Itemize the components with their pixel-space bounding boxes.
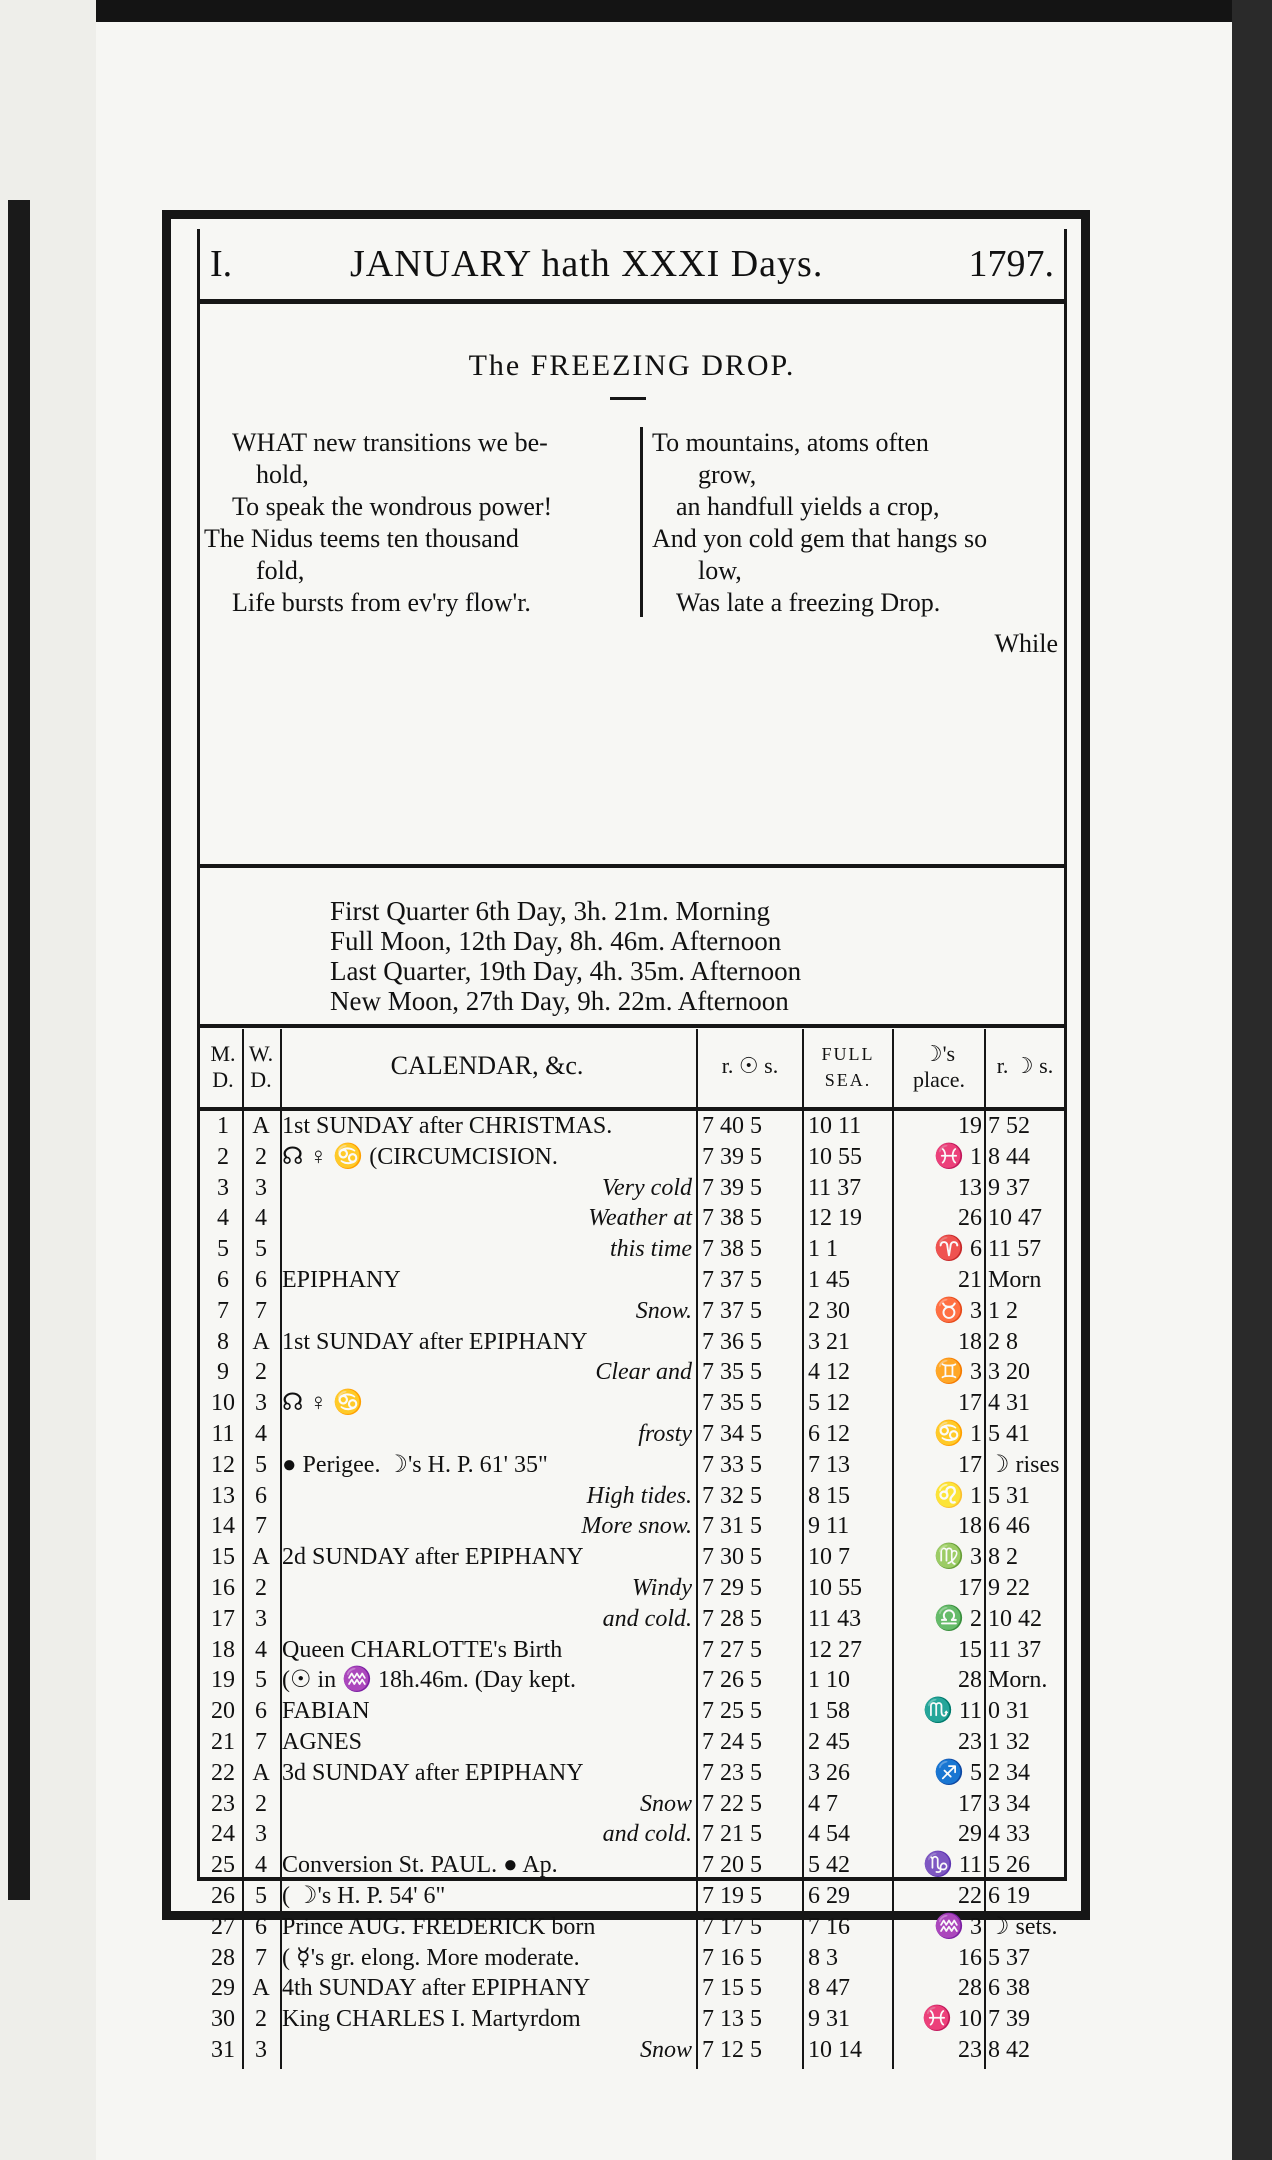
cell-moon-rise-set: 1 2	[988, 1297, 1018, 1324]
cell-sun-rise-set: 7 21 5	[702, 1821, 762, 1848]
table-row	[200, 1142, 1064, 1172]
header-moon-rise-set: r. ☽ s.	[996, 1053, 1054, 1078]
cell-week-day: 6	[255, 1913, 267, 1940]
cell-moon-rise-set: 8 44	[988, 1143, 1030, 1170]
cell-full-sea: 11 43	[808, 1605, 862, 1632]
cell-moon-place: 18	[958, 1328, 982, 1355]
cell-sun-rise-set: 7 40 5	[702, 1113, 762, 1139]
cell-moon-place: ♈ 6	[934, 1236, 982, 1263]
cell-sun-rise-set: 7 29 5	[702, 1575, 762, 1601]
poem-line: an handfull yields a crop,	[676, 492, 940, 521]
cell-full-sea: 4 12	[808, 1359, 850, 1386]
cell-moon-rise-set: 8 42	[988, 2037, 1030, 2063]
cell-moon-rise-set: 3 34	[988, 1790, 1030, 1817]
cell-moon-place: ♓ 1	[934, 1143, 982, 1170]
cell-moon-rise-set: ☽ sets.	[988, 1913, 1058, 1940]
cell-moon-place: 26	[958, 1205, 982, 1232]
cell-month-day: 23	[211, 1790, 235, 1817]
table-row	[200, 1758, 1064, 1788]
cell-month-day: 22	[211, 1759, 235, 1786]
table-row	[200, 1388, 1064, 1418]
cell-sun-rise-set: 7 12 5	[702, 2037, 762, 2063]
moon-phase: Last Quarter, 19th Day, 4h. 35m. Afternoon	[330, 956, 802, 986]
cell-moon-place: ♊ 3	[934, 1359, 982, 1386]
calendar-inner	[197, 229, 1067, 2063]
cell-month-day: 17	[211, 1605, 235, 1632]
header-sun: r. ☉ s.	[721, 1053, 779, 1078]
cell-week-day: 3	[255, 1821, 267, 1848]
table-row	[200, 1296, 1064, 1326]
cell-calendar: Prince AUG. FREDERICK born	[282, 1913, 596, 1940]
cell-full-sea: 11 37	[808, 1174, 862, 1201]
cell-moon-rise-set: 8 2	[988, 1544, 1018, 1571]
cell-moon-place: 17	[958, 1790, 982, 1817]
cell-week-day: 2	[255, 1143, 267, 1170]
table-row	[200, 1265, 1064, 1295]
cell-moon-rise-set: 10 47	[988, 1205, 1042, 1232]
cell-calendar: 4th SUNDAY after EPIPHANY	[282, 1975, 591, 2002]
cell-month-day: 4	[217, 1205, 229, 1232]
cell-calendar: and cold.	[602, 1821, 692, 1848]
cell-month-day: 11	[211, 1421, 235, 1447]
cell-calendar: 2d SUNDAY after EPIPHANY	[282, 1544, 584, 1571]
cell-sun-rise-set: 7 30 5	[702, 1544, 762, 1571]
cell-full-sea: 5 42	[808, 1852, 850, 1879]
table-row	[200, 1327, 1064, 1357]
cell-moon-place: 13	[958, 1174, 982, 1201]
cell-month-day: 5	[217, 1236, 229, 1263]
cell-moon-rise-set: 11 37	[988, 1636, 1042, 1663]
cell-full-sea: 6 12	[808, 1421, 850, 1447]
cell-month-day: 12	[211, 1451, 235, 1478]
cell-week-day: 5	[255, 1236, 267, 1263]
cell-moon-place: 16	[958, 1944, 982, 1971]
header-full-sea: FULL SEA.	[821, 1044, 875, 1090]
cell-full-sea: 6 29	[808, 1883, 850, 1909]
cell-full-sea: 3 21	[808, 1328, 850, 1355]
cell-week-day: 4	[255, 1205, 267, 1232]
cell-full-sea: 7 13	[808, 1451, 850, 1478]
cell-calendar: (☉ in ♒ 18h.46m. (Day kept.	[282, 1667, 577, 1694]
cell-moon-rise-set: 9 22	[988, 1575, 1030, 1601]
cell-week-day: 5	[255, 1883, 267, 1909]
cell-moon-place: 17	[958, 1575, 982, 1601]
cell-moon-rise-set: 2 34	[988, 1759, 1030, 1786]
cell-moon-place: ♒ 3	[934, 1913, 982, 1940]
catchword: While	[994, 629, 1058, 658]
cell-calendar: More snow.	[581, 1513, 692, 1540]
cell-calendar: this time	[610, 1236, 692, 1263]
cell-moon-place: ♍ 3	[934, 1544, 982, 1571]
cell-week-day: 4	[255, 1852, 267, 1879]
cell-week-day: 2	[255, 1790, 267, 1817]
cell-month-day: 8	[217, 1328, 229, 1355]
calendar-frame	[162, 210, 1090, 2063]
cell-sun-rise-set: 7 38 5	[702, 1236, 762, 1263]
cell-moon-rise-set: 4 31	[988, 1390, 1030, 1417]
cell-full-sea: 8 3	[808, 1944, 838, 1971]
table-row	[200, 1357, 1064, 1387]
cell-moon-rise-set: ☽ rises	[988, 1451, 1060, 1478]
cell-calendar: ( ☿'s gr. elong. More moderate.	[282, 1944, 580, 1971]
table-row	[200, 1819, 1064, 1849]
cell-month-day: 18	[211, 1636, 235, 1663]
cell-month-day: 29	[211, 1975, 235, 2002]
cell-sun-rise-set: 7 38 5	[702, 1205, 762, 1232]
cell-sun-rise-set: 7 17 5	[702, 1913, 762, 1940]
cell-calendar: Queen CHARLOTTE's Birth	[282, 1636, 563, 1663]
cell-calendar: EPIPHANY	[282, 1267, 401, 1293]
poem-title: The FREEZING DROP.	[468, 349, 796, 382]
poem-line: grow,	[698, 460, 757, 489]
cell-week-day: 4	[255, 1636, 267, 1663]
cell-sun-rise-set: 7 13 5	[702, 2006, 762, 2033]
cell-moon-rise-set: 2 8	[988, 1328, 1018, 1355]
cell-week-day: 5	[255, 1451, 267, 1478]
cell-sun-rise-set: 7 16 5	[702, 1944, 762, 1971]
cell-calendar: ( ☽'s H. P. 54' 6"	[282, 1883, 446, 1909]
cell-moon-rise-set: 9 37	[988, 1174, 1030, 1201]
cell-sun-rise-set: 7 32 5	[702, 1482, 762, 1509]
cell-moon-place: 21	[958, 1267, 982, 1293]
table-row	[200, 1727, 1064, 1757]
cell-sun-rise-set: 7 35 5	[702, 1390, 762, 1417]
cell-moon-rise-set: 5 41	[988, 1421, 1030, 1447]
table-row	[200, 1635, 1064, 1665]
month-title: JANUARY hath XXXI Days.	[350, 243, 824, 285]
cell-full-sea: 4 54	[808, 1821, 850, 1848]
cell-full-sea: 10 11	[808, 1113, 862, 1139]
cell-month-day: 15	[211, 1544, 235, 1571]
table-row	[200, 1481, 1064, 1511]
cell-moon-rise-set: 10 42	[988, 1605, 1042, 1632]
cell-week-day: 3	[255, 2037, 267, 2063]
cell-week-day: 7	[255, 1513, 267, 1540]
table-row	[200, 1604, 1064, 1634]
cell-month-day: 10	[211, 1390, 235, 1417]
cell-week-day: 2	[255, 1359, 267, 1386]
cell-month-day: 30	[211, 2006, 235, 2033]
table-row	[200, 1696, 1064, 1726]
table-row	[200, 1511, 1064, 1541]
cell-week-day: A	[252, 1328, 270, 1355]
cell-calendar: Snow	[639, 1790, 692, 1817]
cell-sun-rise-set: 7 37 5	[702, 1297, 762, 1324]
cell-month-day: 7	[217, 1297, 229, 1324]
cell-month-day: 14	[211, 1513, 235, 1540]
poem-line: And yon cold gem that hangs so	[652, 524, 988, 553]
cell-full-sea: 1 1	[808, 1236, 838, 1263]
cell-calendar: ● Perigee. ☽'s H. P. 61' 35"	[282, 1451, 548, 1478]
cell-moon-place: 23	[958, 2037, 982, 2063]
cell-full-sea: 3 26	[808, 1759, 850, 1786]
cell-moon-place: 17	[958, 1390, 982, 1417]
cell-calendar: Conversion St. PAUL. ● Ap.	[282, 1852, 558, 1879]
cell-sun-rise-set: 7 28 5	[702, 1605, 762, 1632]
cell-month-day: 2	[217, 1143, 229, 1170]
cell-full-sea: 7 16	[808, 1913, 850, 1940]
cell-moon-place: 19	[958, 1113, 982, 1139]
cell-full-sea: 12 27	[808, 1636, 862, 1663]
cell-week-day: 2	[255, 2006, 267, 2033]
table-header	[200, 1029, 1064, 1111]
cell-full-sea: 1 45	[808, 1267, 850, 1293]
cell-calendar: 1st SUNDAY after CHRISTMAS.	[282, 1113, 613, 1139]
cell-sun-rise-set: 7 35 5	[702, 1359, 762, 1386]
cell-moon-place: ♋ 1	[934, 1421, 982, 1447]
cell-full-sea: 2 45	[808, 1729, 850, 1755]
table-row	[200, 1881, 1064, 1911]
cell-moon-place: 29	[958, 1821, 982, 1848]
cell-moon-place: ♑ 11	[923, 1852, 982, 1879]
cell-week-day: 4	[255, 1421, 267, 1447]
cell-full-sea: 10 55	[808, 1575, 862, 1601]
cell-moon-rise-set: 1 32	[988, 1729, 1030, 1755]
cell-month-day: 6	[217, 1267, 229, 1293]
cell-full-sea: 1 58	[808, 1698, 850, 1725]
poem-line: Life bursts from ev'ry flow'r.	[232, 588, 531, 617]
cell-sun-rise-set: 7 19 5	[702, 1883, 762, 1909]
table-row	[200, 1450, 1064, 1480]
cell-month-day: 3	[217, 1174, 229, 1201]
moon-phase: First Quarter 6th Day, 3h. 21m. Morning	[330, 896, 770, 926]
cell-calendar: FABIAN	[282, 1698, 370, 1725]
cell-sun-rise-set: 7 26 5	[702, 1667, 762, 1694]
poem-title-dash	[610, 397, 646, 400]
cell-sun-rise-set: 7 39 5	[702, 1143, 762, 1170]
cell-moon-place: 18	[958, 1513, 982, 1540]
cell-moon-rise-set: 3 20	[988, 1359, 1030, 1386]
cell-full-sea: 9 31	[808, 2006, 850, 2033]
table-row	[200, 1234, 1064, 1264]
cell-calendar: High tides.	[586, 1482, 692, 1509]
moon-phases	[200, 874, 1064, 1028]
cell-month-day: 24	[211, 1821, 235, 1848]
cell-month-day: 19	[211, 1667, 235, 1694]
header-moon-place: ☽'s place.	[913, 1041, 965, 1092]
cell-calendar: Snow.	[635, 1297, 692, 1324]
cell-sun-rise-set: 7 24 5	[702, 1729, 762, 1755]
cell-moon-place: ♉ 3	[934, 1297, 982, 1324]
cell-week-day: 6	[255, 1482, 267, 1509]
cell-sun-rise-set: 7 25 5	[702, 1698, 762, 1725]
cell-moon-rise-set: 7 52	[988, 1113, 1030, 1139]
poem-line: The Nidus teems ten thousand	[204, 524, 519, 553]
table-row	[200, 1789, 1064, 1819]
cell-sun-rise-set: 7 27 5	[702, 1636, 762, 1663]
cell-moon-rise-set: 0 31	[988, 1698, 1030, 1725]
cell-moon-rise-set: 11 57	[988, 1236, 1042, 1263]
month-number: I.	[210, 243, 233, 285]
header-calendar: CALENDAR, &c.	[390, 1051, 584, 1080]
cell-week-day: A	[252, 1975, 270, 2002]
page-edge-shadow	[1232, 0, 1272, 2160]
cell-moon-rise-set: 4 33	[988, 1821, 1030, 1848]
cell-sun-rise-set: 7 39 5	[702, 1174, 762, 1201]
cell-sun-rise-set: 7 31 5	[702, 1513, 762, 1540]
cell-month-day: 16	[211, 1575, 235, 1601]
cell-full-sea: 5 12	[808, 1390, 850, 1417]
cell-moon-place: ♎ 2	[934, 1605, 982, 1632]
cell-full-sea: 10 55	[808, 1143, 862, 1170]
cell-sun-rise-set: 7 23 5	[702, 1759, 762, 1786]
cell-moon-place: 28	[958, 1667, 982, 1694]
cell-full-sea: 8 47	[808, 1975, 850, 2002]
cell-month-day: 1	[217, 1113, 229, 1139]
cell-calendar: ☊ ♀ ♋ (CIRCUMCISION.	[282, 1143, 558, 1170]
cell-moon-place: 28	[958, 1975, 982, 2002]
cell-week-day: 2	[255, 1575, 267, 1601]
cell-moon-place: 23	[958, 1729, 982, 1755]
poem-line: To mountains, atoms often	[652, 428, 929, 457]
cell-month-day: 26	[211, 1883, 235, 1909]
cell-moon-rise-set: 6 38	[988, 1975, 1030, 2002]
cell-full-sea: 4 7	[808, 1790, 838, 1817]
cell-week-day: 7	[255, 1944, 267, 1971]
cell-month-day: 31	[211, 2037, 235, 2063]
cell-calendar: 3d SUNDAY after EPIPHANY	[282, 1759, 584, 1786]
poem-line: WHAT new transitions we be-	[232, 428, 548, 457]
cell-week-day: 3	[255, 1390, 267, 1417]
cell-calendar: King CHARLES I. Martyrdom	[282, 2006, 581, 2033]
cell-full-sea: 8 15	[808, 1482, 850, 1509]
table-row	[200, 1665, 1064, 1695]
cell-week-day: 6	[255, 1267, 267, 1293]
poem	[200, 309, 1064, 868]
cell-full-sea: 10 7	[808, 1544, 850, 1571]
poem-column-rule	[640, 427, 643, 617]
table-row	[200, 1173, 1064, 1203]
table-row	[200, 1973, 1064, 2003]
cell-moon-rise-set: Morn.	[988, 1667, 1048, 1694]
table-row	[200, 2035, 1064, 2065]
cell-full-sea: 10 14	[808, 2037, 862, 2063]
cell-calendar: 1st SUNDAY after EPIPHANY	[282, 1328, 588, 1355]
cell-week-day: A	[252, 1113, 270, 1139]
table-row	[200, 1542, 1064, 1572]
table-row	[200, 1912, 1064, 1942]
cell-sun-rise-set: 7 33 5	[702, 1451, 762, 1478]
month-header	[200, 229, 1064, 304]
table-row	[200, 1111, 1064, 1141]
poem-line: To speak the wondrous power!	[232, 492, 553, 521]
cell-month-day: 13	[211, 1482, 235, 1509]
table-row	[200, 1850, 1064, 1880]
cell-week-day: 6	[255, 1698, 267, 1725]
poem-line: fold,	[256, 556, 305, 585]
cell-full-sea: 12 19	[808, 1205, 862, 1232]
header-month-day: M. D.	[210, 1041, 236, 1092]
cell-calendar: Windy	[632, 1575, 692, 1601]
cell-month-day: 28	[211, 1944, 235, 1971]
cell-sun-rise-set: 7 20 5	[702, 1852, 762, 1879]
cell-sun-rise-set: 7 37 5	[702, 1267, 762, 1293]
table-row	[200, 2004, 1064, 2034]
cell-moon-rise-set: Morn	[988, 1267, 1042, 1293]
cell-moon-place: 15	[958, 1636, 982, 1663]
poem-line: low,	[698, 556, 742, 585]
cell-month-day: 20	[211, 1698, 235, 1725]
cell-calendar: Clear and	[595, 1359, 692, 1386]
poem-line: Was late a freezing Drop.	[676, 588, 941, 617]
cell-full-sea: 2 30	[808, 1297, 850, 1324]
cell-moon-rise-set: 6 19	[988, 1883, 1030, 1909]
moon-phase: New Moon, 27th Day, 9h. 22m. Afternoon	[330, 986, 789, 1016]
facing-page-edge	[8, 200, 30, 1900]
cell-week-day: A	[252, 1759, 270, 1786]
cell-calendar: AGNES	[282, 1729, 363, 1755]
table-row	[200, 1203, 1064, 1233]
cell-calendar: and cold.	[602, 1605, 692, 1632]
cell-moon-rise-set: 6 46	[988, 1513, 1030, 1540]
cell-month-day: 25	[211, 1852, 235, 1879]
cell-week-day: 3	[255, 1605, 267, 1632]
cell-month-day: 9	[217, 1359, 229, 1386]
cell-calendar: Weather at	[588, 1205, 692, 1232]
cell-week-day: 5	[255, 1667, 267, 1694]
poem-line: hold,	[256, 460, 309, 489]
cell-calendar: ☊ ♀ ♋	[282, 1390, 364, 1417]
cell-moon-place: ♓ 10	[922, 2006, 982, 2033]
table-row	[200, 1573, 1064, 1603]
cell-sun-rise-set: 7 15 5	[702, 1975, 762, 2002]
cell-month-day: 21	[211, 1729, 235, 1755]
table-row	[200, 1419, 1064, 1449]
cell-calendar: Very cold	[602, 1174, 692, 1201]
header-week-day: W. D.	[248, 1041, 274, 1092]
cell-moon-place: ♏ 11	[923, 1698, 982, 1725]
moon-phase: Full Moon, 12th Day, 8h. 46m. Afternoon	[330, 926, 782, 956]
cell-moon-rise-set: 5 31	[988, 1482, 1030, 1509]
cell-calendar: frosty	[638, 1421, 692, 1447]
cell-week-day: 3	[255, 1174, 267, 1201]
year: 1797.	[968, 243, 1054, 285]
cell-calendar: Snow	[639, 2037, 692, 2063]
cell-moon-rise-set: 5 26	[988, 1852, 1030, 1879]
cell-moon-place: 17	[958, 1451, 982, 1478]
cell-moon-place: 22	[958, 1883, 982, 1909]
cell-week-day: 7	[255, 1297, 267, 1324]
cell-moon-place: ♌ 1	[934, 1482, 982, 1509]
cell-sun-rise-set: 7 34 5	[702, 1421, 762, 1447]
cell-moon-rise-set: 5 37	[988, 1944, 1030, 1971]
cell-full-sea: 1 10	[808, 1667, 850, 1694]
cell-sun-rise-set: 7 22 5	[702, 1790, 762, 1817]
cell-month-day: 27	[211, 1913, 235, 1940]
cell-moon-rise-set: 7 39	[988, 2006, 1030, 2033]
cell-week-day: 7	[255, 1729, 267, 1755]
cell-week-day: A	[252, 1544, 270, 1571]
table-row	[200, 1943, 1064, 1973]
cell-full-sea: 9 11	[808, 1513, 850, 1540]
cell-sun-rise-set: 7 36 5	[702, 1328, 762, 1355]
cell-moon-place: ♐ 5	[934, 1759, 982, 1786]
